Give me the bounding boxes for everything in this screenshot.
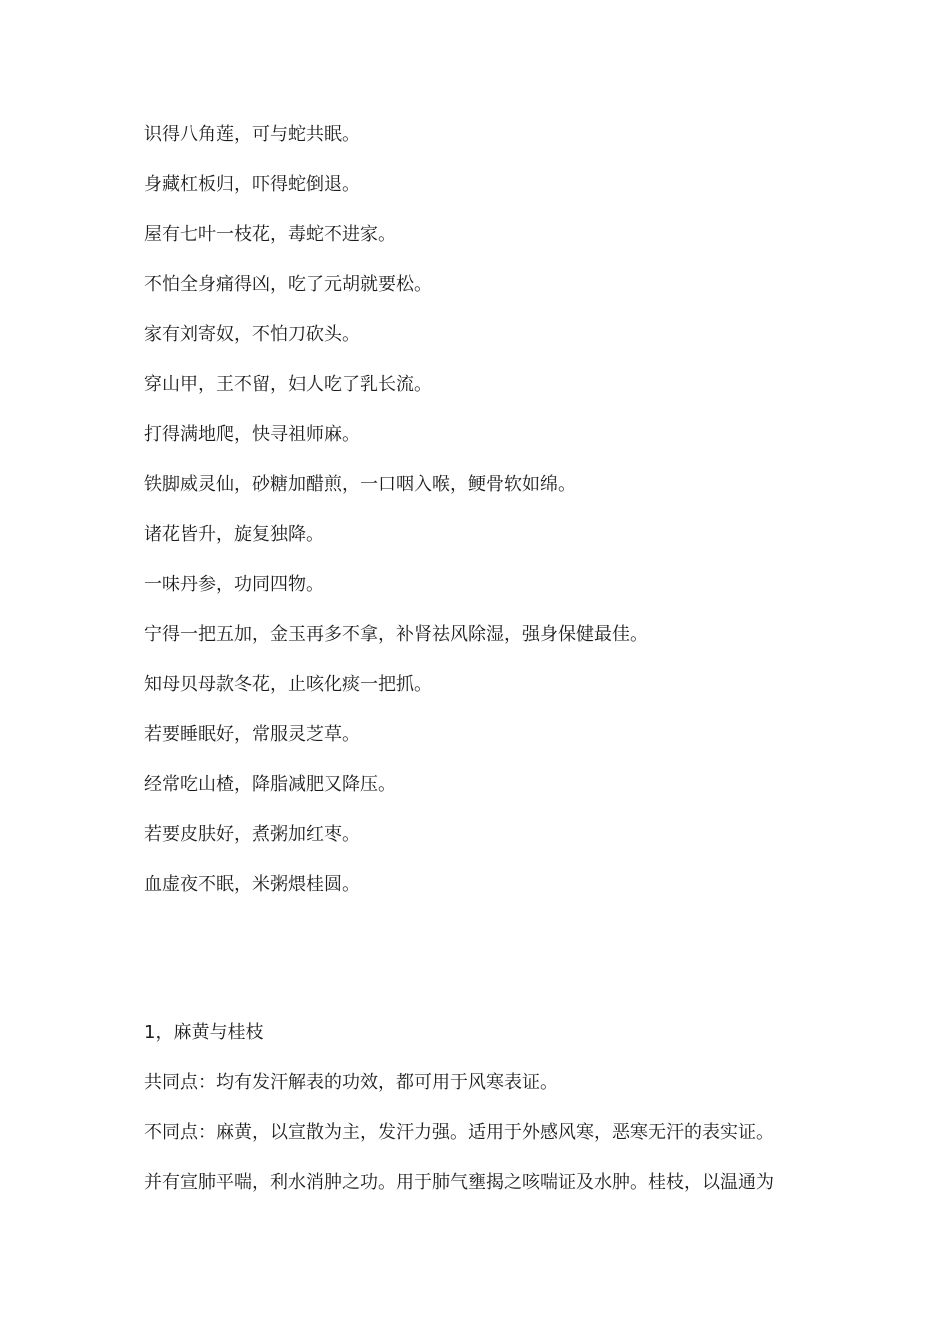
proverb-line: 血虚夜不眠，米粥煨桂圆。 [144,874,360,895]
proverb-line: 诸花皆升，旋复独降。 [144,524,324,545]
proverb-line: 知母贝母款冬花，止咳化痰一把抓。 [144,674,432,695]
difference-paragraph-line: 并有宣肺平喘，利水消肿之功。用于肺气壅揭之咳喘证及水肿。桂枝，以温通为 [144,1172,774,1193]
proverb-line: 身藏杠板归，吓得蛇倒退。 [144,174,360,195]
proverb-line: 经常吃山楂，降脂减肥又降压。 [144,774,396,795]
proverb-line: 不怕全身痛得凶，吃了元胡就要松。 [144,274,432,295]
proverb-line: 一味丹参，功同四物。 [144,574,324,595]
proverb-line: 穿山甲，王不留，妇人吃了乳长流。 [144,374,432,395]
proverb-line: 屋有七叶一枝花，毒蛇不进家。 [144,224,396,245]
proverb-line: 铁脚威灵仙，砂糖加醋煎，一口咽入喉，鲠骨软如绵。 [144,474,576,495]
common-points-paragraph: 共同点：均有发汗解表的功效，都可用于风寒表证。 [144,1072,558,1093]
proverb-line: 打得满地爬，快寻祖师麻。 [144,424,360,445]
proverb-line: 宁得一把五加，金玉再多不拿，补肾祛风除湿，强身保健最佳。 [144,624,648,645]
proverb-line: 家有刘寄奴，不怕刀砍头。 [144,324,360,345]
section-heading: 1，麻黄与桂枝 [144,1022,264,1043]
proverb-line: 识得八角莲，可与蛇共眠。 [144,124,360,145]
proverb-line: 若要皮肤好，煮粥加红枣。 [144,824,360,845]
proverb-line: 若要睡眠好，常服灵芝草。 [144,724,360,745]
difference-paragraph-line: 不同点：麻黄，以宣散为主，发汗力强。适用于外感风寒，恶寒无汗的表实证。 [144,1122,774,1143]
